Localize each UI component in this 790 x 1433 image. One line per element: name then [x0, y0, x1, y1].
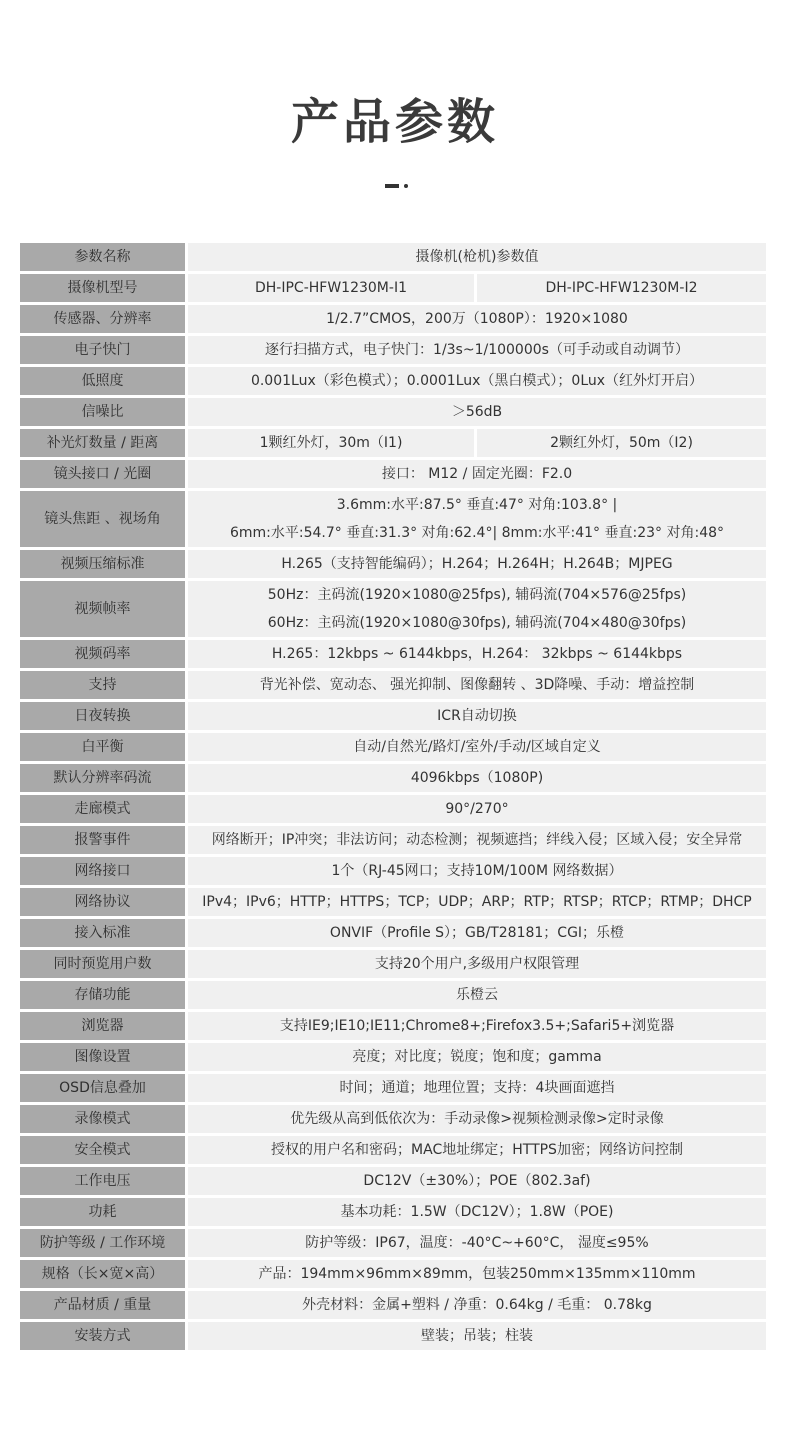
table-header-row [20, 243, 766, 271]
table-row [20, 826, 766, 854]
row-label: 规格（长×宽×高） [20, 1260, 188, 1288]
row-value-line: 6mm:水平:54.7° 垂直:31.3° 对角:62.4°| 8mm:水平:41° 垂直:23° 对角:48° [229, 525, 725, 541]
row-value-line: 50Hz：主码流(1920×1080@25fps), 辅码流(704×576@25fps) [267, 587, 687, 603]
table-row [20, 981, 766, 1009]
decoration-dot [404, 184, 408, 188]
table-row [20, 950, 766, 978]
table-row [20, 671, 766, 699]
row-value: 接口： M12 / 固定光圈：F2.0 [188, 460, 766, 488]
row-value: 授权的用户名和密码；MAC地址绑定；HTTPS加密；网络访问控制 [188, 1136, 766, 1164]
table-row [20, 429, 766, 457]
table-row [20, 1043, 766, 1071]
row-value: 0.001Lux（彩色模式）；0.0001Lux（黑白模式）；0Lux（红外灯开启） [188, 367, 766, 395]
header-label: 参数名称 [20, 243, 188, 271]
row-label: 浏览器 [20, 1012, 188, 1040]
table-row [20, 888, 766, 916]
table-row [20, 857, 766, 885]
row-label: 视频压缩标准 [20, 550, 188, 578]
table-row [20, 1291, 766, 1319]
page-title: 产品参数 [290, 94, 499, 150]
row-value: 背光补偿、宽动态、 强光抑制、图像翻转 、3D降噪、手动：增益控制 [188, 671, 766, 699]
row-label: 图像设置 [20, 1043, 188, 1071]
row-label: 工作电压 [20, 1167, 188, 1195]
row-label: 镜头接口 / 光圈 [20, 460, 188, 488]
row-value: 4096kbps（1080P) [188, 764, 766, 792]
table-row [20, 336, 766, 364]
row-value: DH-IPC-HFW1230M-I2 [477, 274, 766, 302]
row-label: 同时预览用户数 [20, 950, 188, 978]
row-value: IPv4；IPv6；HTTP；HTTPS；TCP；UDP；ARP；RTP；RTSP；RTCP；RTMP；DHCP [188, 888, 766, 916]
table-row [20, 1322, 766, 1350]
row-value: 外壳材料：金属+塑料 / 净重：0.64kg / 毛重： 0.78kg [188, 1291, 766, 1319]
row-value: 基本功耗：1.5W（DC12V）；1.8W（POE) [188, 1198, 766, 1226]
title-decoration [385, 184, 411, 188]
row-label: 日夜转换 [20, 702, 188, 730]
row-label: 视频码率 [20, 640, 188, 668]
row-value: 优先级从高到低依次为：手动录像>视频检测录像>定时录像 [188, 1105, 766, 1133]
row-value: 产品：194mm×96mm×89mm，包装250mm×135mm×110mm [188, 1260, 766, 1288]
row-value: H.265（支持智能编码）；H.264；H.264H；H.264B；MJPEG [188, 550, 766, 578]
row-value-line: 3.6mm:水平:87.5° 垂直:47° 对角:103.8° | [336, 497, 618, 513]
table-row [20, 305, 766, 333]
table-row [20, 274, 766, 302]
row-value: ONVIF（Profile S）；GB/T28181；CGI；乐橙 [188, 919, 766, 947]
row-value [188, 581, 766, 637]
row-label: 防护等级 / 工作环境 [20, 1229, 188, 1257]
table-row [20, 491, 766, 547]
row-value: 支持IE9;IE10;IE11;Chrome8+;Firefox3.5+;Safari5+浏览器 [188, 1012, 766, 1040]
row-value: 壁装；吊装；柱装 [188, 1322, 766, 1350]
row-label: 补光灯数量 / 距离 [20, 429, 188, 457]
table-row [20, 581, 766, 637]
row-value: 亮度；对比度；锐度；饱和度；gamma [188, 1043, 766, 1071]
row-value: 时间；通道；地理位置；支持：4块画面遮挡 [188, 1074, 766, 1102]
table-row [20, 1136, 766, 1164]
row-label: 安装方式 [20, 1322, 188, 1350]
table-row [20, 640, 766, 668]
table-row [20, 1229, 766, 1257]
row-value: 自动/自然光/路灯/室外/手动/区域自定义 [188, 733, 766, 761]
row-label: 安全模式 [20, 1136, 188, 1164]
table-row [20, 733, 766, 761]
table-row [20, 1260, 766, 1288]
table-row [20, 1105, 766, 1133]
row-value: DH-IPC-HFW1230M-I1 [188, 274, 477, 302]
row-label: 视频帧率 [20, 581, 188, 637]
row-label: 功耗 [20, 1198, 188, 1226]
row-label: 报警事件 [20, 826, 188, 854]
row-value: 支持20个用户,多级用户权限管理 [188, 950, 766, 978]
row-value: 1/2.7”CMOS，200万（1080P）：1920×1080 [188, 305, 766, 333]
row-value: 网络断开；IP冲突；非法访问；动态检测；视频遮挡；绊线入侵；区域入侵；安全异常 [188, 826, 766, 854]
row-label: 走廊模式 [20, 795, 188, 823]
row-label: 录像模式 [20, 1105, 188, 1133]
table-row [20, 795, 766, 823]
header-value: 摄像机(枪机)参数值 [188, 243, 766, 271]
table-row [20, 367, 766, 395]
row-value: 90°/270° [188, 795, 766, 823]
row-value: 逐行扫描方式，电子快门：1/3s~1/100000s（可手动或自动调节） [188, 336, 766, 364]
row-value: 乐橙云 [188, 981, 766, 1009]
table-row [20, 764, 766, 792]
decoration-bar [385, 184, 399, 188]
row-label: 存储功能 [20, 981, 188, 1009]
table-row [20, 398, 766, 426]
row-label: 摄像机型号 [20, 274, 188, 302]
row-label: OSD信息叠加 [20, 1074, 188, 1102]
row-label: 网络接口 [20, 857, 188, 885]
row-label: 产品材质 / 重量 [20, 1291, 188, 1319]
row-label: 信噪比 [20, 398, 188, 426]
row-label: 镜头焦距 、视场角 [20, 491, 188, 547]
row-label: 传感器、分辨率 [20, 305, 188, 333]
table-row [20, 1198, 766, 1226]
table-row [20, 460, 766, 488]
row-value: 1个（RJ-45网口；支持10M/100M 网络数据） [188, 857, 766, 885]
row-value: 2颗红外灯，50m（I2) [477, 429, 766, 457]
row-value-line: 60Hz：主码流(1920×1080@30fps), 辅码流(704×480@30fps) [267, 615, 687, 631]
spec-table [20, 240, 766, 1353]
row-label: 网络协议 [20, 888, 188, 916]
table-row [20, 550, 766, 578]
table-row [20, 919, 766, 947]
table-row [20, 702, 766, 730]
row-value: ＞56dB [188, 398, 766, 426]
row-value: 1颗红外灯，30m（I1) [188, 429, 477, 457]
table-row [20, 1074, 766, 1102]
row-label: 默认分辨率码流 [20, 764, 188, 792]
row-label: 白平衡 [20, 733, 188, 761]
row-label: 低照度 [20, 367, 188, 395]
row-value: H.265：12kbps ~ 6144kbps，H.264： 32kbps ~ 6144kbps [188, 640, 766, 668]
row-label: 支持 [20, 671, 188, 699]
table-row [20, 1012, 766, 1040]
row-value: 防护等级：IP67，温度：-40°C~+60°C， 湿度≤95% [188, 1229, 766, 1257]
table-row [20, 1167, 766, 1195]
row-value: DC12V（±30%）；POE（802.3af) [188, 1167, 766, 1195]
row-value [188, 491, 766, 547]
row-value: ICR自动切换 [188, 702, 766, 730]
row-label: 电子快门 [20, 336, 188, 364]
row-label: 接入标准 [20, 919, 188, 947]
